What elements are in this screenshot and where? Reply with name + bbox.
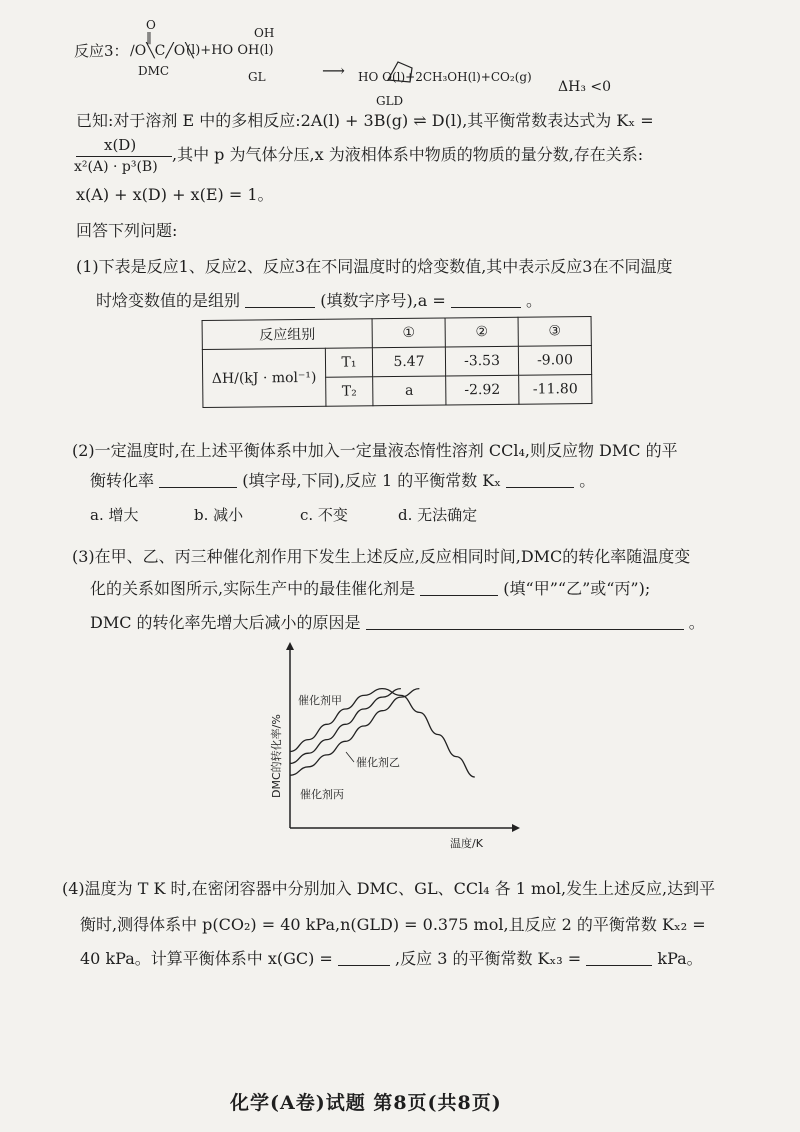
reactants-text: (l)+HO OH(l)	[186, 43, 274, 58]
known-frac-den: x²(A) · p³(B)	[74, 159, 158, 175]
table-t1: T₁	[325, 348, 372, 377]
table-t2: T₂	[326, 377, 373, 406]
q3-line2	[90, 578, 650, 600]
known-line3: x(A) + x(D) + x(E) = 1。	[76, 185, 274, 204]
q2-text-c: 。	[579, 471, 596, 490]
answer-prompt: 回答下列问题:	[76, 221, 178, 240]
dmc-structure: ∕O╲C╱O╲	[130, 43, 194, 59]
table-col-2: ②	[445, 317, 518, 347]
known-frac-num: x(D)	[104, 136, 137, 154]
products-text: HO O(l)+2CH₃OH(l)+CO₂(g)	[358, 70, 532, 84]
legend-yi: 催化剂乙	[356, 756, 400, 769]
gld-label: GLD	[376, 94, 404, 108]
q2-line2	[90, 470, 595, 492]
gl-oh-top: OH	[254, 26, 275, 40]
table-header-group: 反应组别	[202, 319, 372, 350]
q2-option-d: d. 无法确定	[398, 506, 478, 524]
q1-text-a: 时焓变数值的是组别	[96, 291, 241, 310]
table-cell: -9.00	[518, 345, 591, 375]
q2-blank-2[interactable]	[506, 471, 574, 488]
q4-text-b: ,反应 3 的平衡常数 Kₓ₃ =	[395, 949, 582, 968]
legend-bing: 催化剂丙	[300, 788, 344, 801]
table-cell: -2.92	[446, 375, 519, 405]
table-cell: -3.53	[445, 346, 518, 376]
legend-yi-leader	[346, 752, 354, 762]
q2-text-a: 衡转化率	[90, 471, 155, 490]
table-cell: 5.47	[372, 347, 445, 377]
q1-blank-group[interactable]	[245, 291, 315, 308]
q4-blank-2[interactable]	[586, 949, 652, 966]
q2-blank-1[interactable]	[159, 471, 237, 488]
q3-line3	[90, 612, 705, 634]
enthalpy-table	[202, 316, 593, 408]
q2-line1: (2)一定温度时,在上述平衡体系中加入一定量液态惰性溶剂 CCl₄,则反应物 DMC 的平	[72, 441, 678, 460]
reaction3-dh: ΔH₃ <0	[558, 79, 612, 95]
q3-blank-2[interactable]	[366, 613, 684, 630]
conversion-chart	[260, 640, 520, 850]
x-axis-label: 温度/K	[450, 837, 483, 850]
reaction3-label: 反应3：	[74, 42, 129, 60]
table-cell: a	[373, 376, 446, 406]
q2-option-a: a. 增大	[90, 506, 139, 524]
q2-text-b: (填字母,下同),反应 1 的平衡常数 Kₓ	[242, 471, 502, 490]
q1-text-b: (填数字序号),a =	[320, 291, 446, 310]
q3-text-c: DMC 的转化率先增大后减小的原因是	[90, 613, 361, 632]
gl-label: GL	[248, 70, 266, 84]
table-col-3: ③	[518, 316, 591, 346]
q4-blank-1[interactable]	[338, 949, 390, 966]
q3-text-b: (填“甲”“乙”或“丙”);	[503, 579, 651, 598]
dmc-label: DMC	[138, 64, 170, 78]
table-cell: -11.80	[519, 374, 592, 404]
q3-blank-1[interactable]	[420, 579, 498, 596]
q3-text-a: 化的关系如图所示,实际生产中的最佳催化剂是	[90, 579, 416, 598]
dmc-carbonyl-o: O	[146, 18, 156, 32]
known-line2: ,其中 p 为气体分压,x 为液相体系中物质的物质的量分数,存在关系:	[172, 145, 644, 164]
q3-line1: (3)在甲、乙、丙三种催化剂作用下发生上述反应,反应相同时间,DMC的转化率随温度变	[72, 547, 691, 566]
q1-line1: (1)下表是反应1、反应2、反应3在不同温度时的焓变数值,其中表示反应3在不同温度	[76, 257, 673, 276]
table-row-label: ΔH/(kJ · mol⁻¹)	[202, 348, 326, 407]
q4-line2: 衡时,测得体系中 p(CO₂) = 40 kPa,n(GLD) = 0.375 mol,且反应 2 的平衡常数 Kₓ₂ =	[80, 915, 706, 934]
reaction-arrow: ⟶	[322, 61, 345, 80]
q1-text-c: 。	[526, 291, 543, 310]
page-footer: 化学(A卷)试题 第8页(共8页)	[230, 1092, 502, 1114]
q2-option-c: c. 不变	[300, 506, 348, 524]
q4-text-c: kPa。	[657, 949, 703, 968]
q3-text-d: 。	[688, 613, 705, 632]
q4-text-a: 40 kPa。计算平衡体系中 x(GC) =	[80, 949, 333, 968]
gld-ring-icon	[382, 56, 418, 86]
x-axis-arrow	[512, 824, 520, 832]
y-axis-label: DMC的转化率/%	[270, 714, 283, 798]
q1-line2	[96, 290, 542, 312]
q2-option-b: b. 减小	[194, 506, 244, 524]
table-col-1: ①	[372, 318, 445, 348]
q1-blank-a[interactable]	[451, 291, 521, 308]
q4-line3	[80, 948, 703, 970]
y-axis-arrow	[286, 642, 294, 650]
dmc-carbonyl-bond: ‖	[146, 30, 152, 44]
legend-jia: 催化剂甲	[298, 694, 342, 707]
q4-line1: (4)温度为 T K 时,在密闭容器中分别加入 DMC、GL、CCl₄ 各 1 mol,发生上述反应,达到平	[62, 879, 716, 898]
known-line1: 已知:对于溶剂 E 中的多相反应:2A(l) + 3B(g) ⇌ D(l),其平衡常数表达式为 Kₓ =	[76, 111, 654, 130]
